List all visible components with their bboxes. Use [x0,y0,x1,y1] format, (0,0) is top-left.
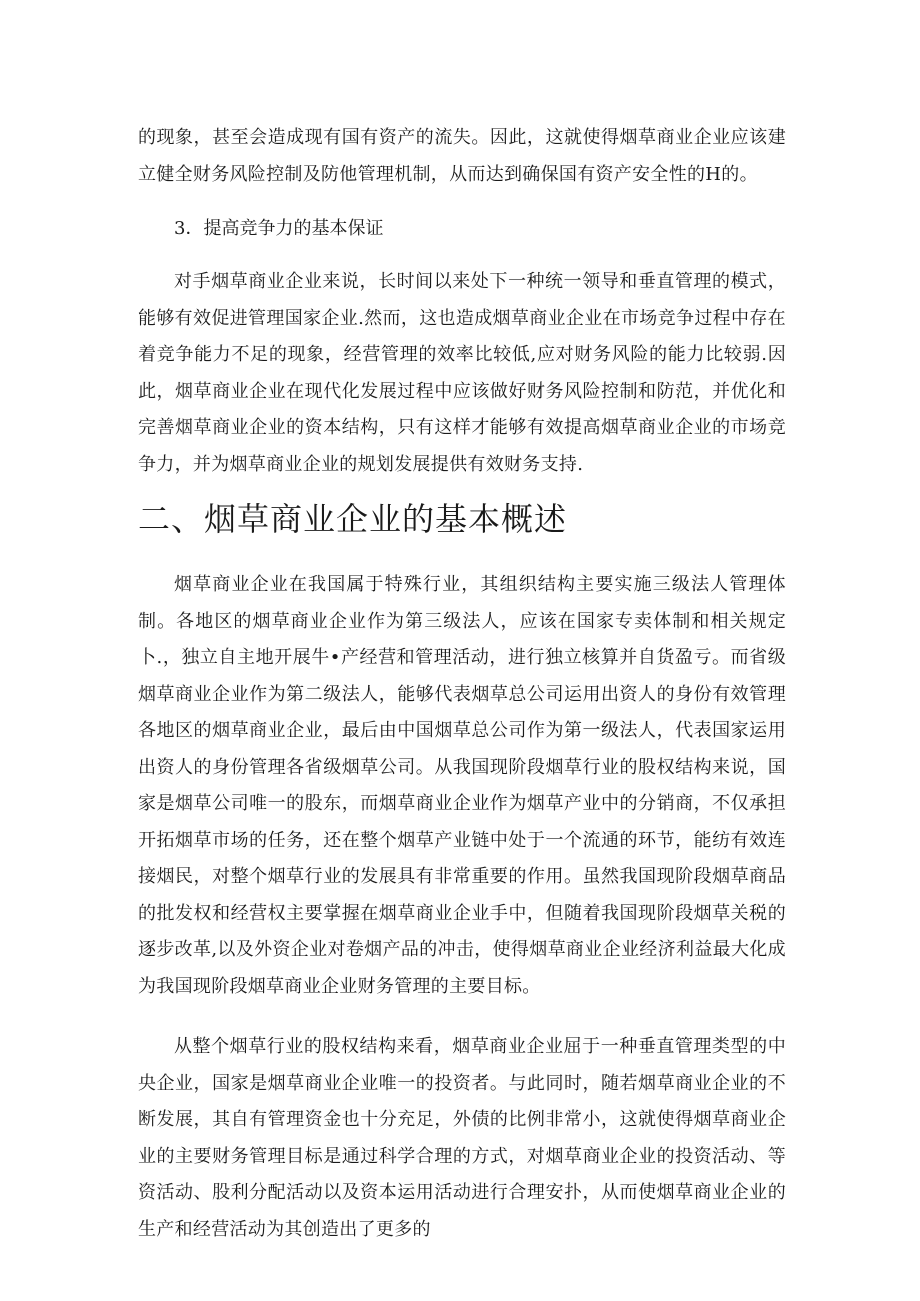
document-page [138,120,786,1248]
paragraph-competitiveness: 对手烟草商业企业来说，长时间以来处下一种统一领导和垂直管理的模式，能够有效促进管理国家企业.然而，这也造成烟草商业企业在市场竞争过程中存在着竞争能力不足的现象，经营管理的效率比较低,应对财务风险的能力比较弱.因此，烟草商业企业在现代化发展过程中应该做好财务风险控制和防范，并优化和完善烟草商业企业的资本结构，只有这样才能够有效提高烟草商业企业的市场竞争力，并为烟草商业企业的规划发展提供有效财务支持. [138,271,786,475]
subheading-competitiveness: 3．提高竞争力的基本保证 [174,218,384,239]
section-heading: 二、烟草商业企业的基本概述 [138,500,568,538]
paragraph-equity-structure: 从整个烟草行业的股权结构来看，烟草商业企业屈于一种垂直管理类型的中央企业，国家是烟草商业企业唯一的投资者。与此同时，随若烟草商业企业的不断发展，其自有管理资金也十分充足，外债的比例非常小，这就使得烟草商业企业的主要财务管理目标是通过科学合理的方式，对烟草商业企业的投资活动、等资活动、股利分配活动以及资本运用活动进行合理安扑，从而使烟草商业企业的生产和经营活动为其创造出了更多的 [138,1036,786,1240]
paragraph-asset-safety: 的现象，甚至会造成现有国有资产的流失。因此，这就使得烟草商业企业应该建立健全财务风险控制及防他管理机制，从而达到确保国有资产安全性的H的。 [138,127,786,185]
paragraph-overview: 烟草商业企业在我国属于特殊行业，其组织结构主要实施三级法人管理体制。各地区的烟草商业企业作为第三级法人，应该在国家专卖体制和相关规定卜.，独立自主地开展牛•产经营和管理活动，进行独立核算并自货盈亏。而省级烟草商业企业作为第二级法人，能够代表烟草总公司运用出资人的身份有效管理各地区的烟草商业企业，最后由中国烟草总公司作为第一级法人，代表国家运用出资人的身份管理各省级烟草公司。从我国现阶段烟草行业的股权结构来说，国家是烟草公司唯一的股东，而烟草商业企业作为烟草产业中的分销商，不仅承担开拓烟草市场的任务，还在整个烟草产业链中处于一个流通的环节，能纺有效连接烟民，对整个烟草行业的发展具有非常重要的作用。虽然我国现阶段烟草商品的批发权和经营权主要掌握在烟草商业企业手中，但随着我国现阶段烟草关税的逐步改革,以及外资企业对卷烟产品的冲击，使得烟草商业企业经济利益最大化成为我国现阶段烟草商业企业财务管理的主要目标。 [138,574,786,997]
